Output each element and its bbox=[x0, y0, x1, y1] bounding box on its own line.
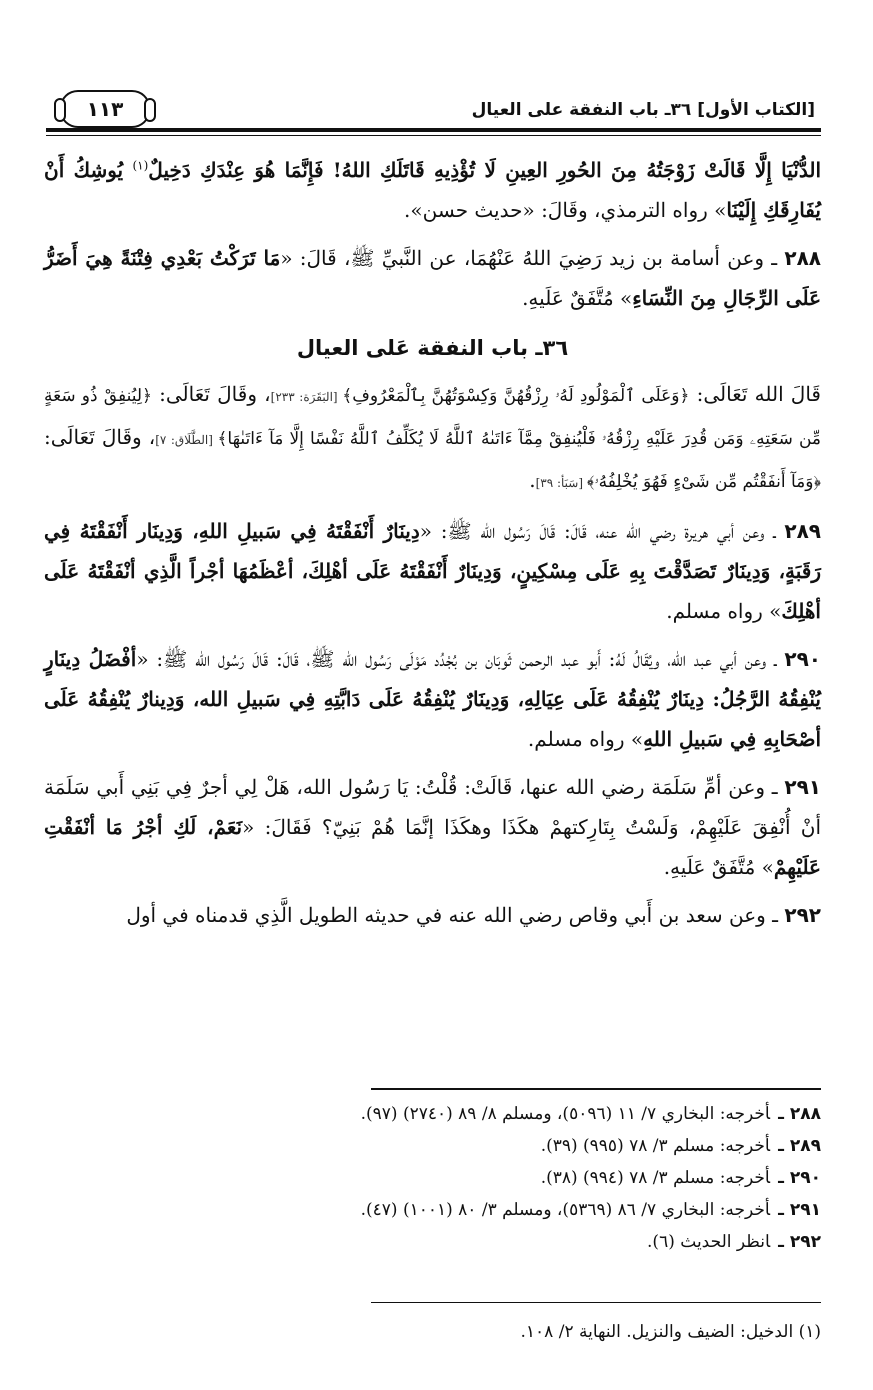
hadith-text: مَا تَرَكْتُ بَعْدِي فِتْنَةً هِيَ أَضَرُّ عَلَى الرِّجَالِ مِنَ النِّسَاءِ bbox=[44, 246, 821, 310]
hadith-text: الدُّنْيَا إِلَّا قَالَتْ زَوْجَتُهُ مِنَ الحُورِ العِينِ لَا تُؤْذِيهِ قَاتَلَكِ اللهُ! فَإِنَّمَا هُوَ عِنْدَكِ دَخِيلٌ bbox=[148, 158, 821, 182]
quran-verse: ﴿وَمَآ أَنفَقْتُم مِّن شَىْءٍ فَهُوَ يُخْلِفُهُۥ﴾ bbox=[586, 472, 821, 492]
footnote-row bbox=[44, 1194, 821, 1226]
verse-intro: ، وقَالَ تَعَالَى: bbox=[151, 382, 271, 406]
footnote-number: ٢٩٢ ـ bbox=[778, 1232, 821, 1252]
hadith-number: ٢٩١ bbox=[784, 775, 821, 799]
hadith-text: دِينَارٌ أَنْفَقْتَهُ فِي سَبيلِ اللهِ، وَدِينَار أَنْفَقْتَهُ فِي رَقَبَةٍ، وَدِينَارٌ تَصَدَّقْتَ بِهِ عَلَى مِسْكِينٍ، وَدِينَارٌ أَنْفَقْتَهُ عَلَى أهْلِكَ، أعْظَمُهَا أجْراً الَّذِي أنْفَقْتَهُ عَلَى أهْلِكَ bbox=[44, 519, 821, 623]
footnote-number: ٢٩١ ـ bbox=[778, 1200, 821, 1220]
running-title: [الكتاب الأول] ٣٦ـ باب النفقة على العيال bbox=[471, 100, 815, 120]
verse-intro: قَالَ الله تَعَالَى: bbox=[689, 382, 821, 406]
hadith-text: يُوشِكُ أَنْ يُفَارِقَكِ إِلَيْنَا bbox=[44, 158, 821, 222]
hadith-number: ٢٨٨ bbox=[784, 246, 821, 270]
verse-reference: [سَبَأ: ٣٩] bbox=[535, 476, 587, 490]
glossary-note: (١) الدخيل: الضيف والنزيل. النهاية ٢/ ١٠٨. bbox=[520, 1322, 821, 1342]
main-text bbox=[44, 150, 821, 943]
punctuation: . bbox=[529, 468, 536, 492]
footnote-text: أخرجه: مسلم ٣/ ٧٨ (٩٩٤) (٣٨). bbox=[540, 1168, 771, 1188]
attribution: » مُتَّفَقٌ عَلَيهِ. bbox=[663, 855, 774, 879]
continuation-paragraph bbox=[44, 150, 821, 230]
narration: ـ وعن أسامة بن زيد رَضِيَ اللهُ عَنْهُمَا، عن النَّبيِّ ﷺ، قَالَ: « bbox=[280, 246, 785, 270]
footnote-row bbox=[44, 1098, 821, 1130]
footnote-number: ٢٨٨ ـ bbox=[778, 1104, 821, 1124]
footnote-row bbox=[44, 1226, 821, 1258]
narration: ـ وعن أمِّ سَلَمَة رضي الله عنها، قَالَتْ: قُلْتُ: يَا رَسُول الله، هَلْ لِي أجرٌ فِي بَنِي أَبي سَلَمَة أنْ أُنْفِقَ عَلَيْهِمْ، وَلَسْتُ بِتَارِكتهمْ هكَذَا وهكَذَا إنَّمَا هُمْ بَنِيّ؟ فَقَالَ: « bbox=[44, 775, 821, 839]
hadith-text: نَعَمْ، لَكِ أجْرُ مَا أنْفَقْتِ عَلَيْهِمْ bbox=[44, 815, 821, 879]
section-title: ٣٦ـ باب النفقة عَلى العيال bbox=[296, 336, 569, 360]
hadith-number: ٢٨٩ bbox=[784, 519, 821, 543]
quran-verse: ﴿لِيُنفِقْ ذُو سَعَةٍ مِّن سَعَتِهِۦ وَمَن قُدِرَ عَلَيْهِ رِزْقُهُۥ فَلْيُنفِقْ مِمَّآ ءَاتَىٰهُ ٱللَّهُ لَا يُكَلِّفُ ٱللَّهُ نَفْسًا إِلَّا مَآ ءَاتَىٰهَا﴾ bbox=[44, 386, 821, 449]
narration: ـ وعن أبي هريرة رضي الله عنه، قَالَ: قَالَ رَسُول الله ﷺ: « bbox=[419, 519, 785, 543]
hadith-292 bbox=[44, 895, 821, 935]
footnote-number: ٢٨٩ ـ bbox=[778, 1136, 821, 1156]
attribution: » رواه مسلم. bbox=[527, 727, 644, 751]
hadith-number: ٢٩٠ bbox=[784, 647, 822, 671]
attribution: » رواه الترمذي، وقَالَ: «حديث حسن». bbox=[404, 198, 727, 222]
attribution: » رواه مسلم. bbox=[666, 599, 782, 623]
footnote-row bbox=[44, 1130, 821, 1162]
hadith-288 bbox=[44, 238, 821, 318]
takhrij-footnotes bbox=[44, 1098, 821, 1258]
verse-reference: [الطَّلَاق: ٧] bbox=[155, 433, 218, 447]
verses-paragraph bbox=[44, 374, 821, 503]
hadith-text: أفْضَلُ دِينَارٍ يُنْفِقُهُ الرَّجُلُ: دِينَارٌ يُنْفِقُهُ عَلَى عِيَالِهِ، وَدِينَارٌ يُنْفِقُهُ عَلَى دَابَّتِهِ فِي سَبيلِ الله، وَدِينارٌ يُنْفِقُهُ عَلَى أصْحَابِهِ فِي سَبيلِ اللهِ bbox=[44, 647, 821, 751]
hadith-289 bbox=[44, 511, 821, 631]
hadith-290 bbox=[44, 639, 821, 759]
footnote-text: أخرجه: مسلم ٣/ ٧٨ (٩٩٥) (٣٩). bbox=[540, 1136, 771, 1156]
footnote-text: أخرجه: البخاري ٧/ ١١ (٥٠٩٦)، ومسلم ٨/ ٨٩ (٢٧٤٠) (٩٧). bbox=[360, 1104, 771, 1124]
attribution: » مُتَّفَقٌ عَلَيهِ. bbox=[522, 286, 633, 310]
footnote-marker: (١) bbox=[132, 158, 149, 173]
quran-verse: ﴿وَعَلَى ٱلْمَوْلُودِ لَهُۥ رِزْقُهُنَّ وَكِسْوَتُهُنَّ بِٱلْمَعْرُوفِ﴾ bbox=[342, 386, 690, 406]
note-divider bbox=[371, 1302, 821, 1303]
footnote-divider bbox=[371, 1088, 821, 1090]
hadith-291 bbox=[44, 767, 821, 887]
hadith-number: ٢٩٢ bbox=[784, 903, 821, 927]
footnote-row bbox=[44, 1162, 821, 1194]
narration: ـ وعن سعد بن أَبي وقاص رضي الله عنه في حديثه الطويل الَّذِي قدمناه في أول bbox=[126, 903, 785, 927]
footnote-number: ٢٩٠ ـ bbox=[778, 1168, 821, 1188]
footnote-text: انظر الحديث (٦). bbox=[647, 1232, 771, 1252]
footnote-text: أخرجه: البخاري ٧/ ٨٦ (٥٣٦٩)، ومسلم ٣/ ٨٠ (١٠٠١) (٤٧). bbox=[360, 1200, 771, 1220]
header-rule-thin bbox=[46, 135, 821, 136]
verse-reference: [البَقَرَة: ٢٣٣] bbox=[270, 390, 343, 404]
verse-intro: ، وقَالَ تَعَالَى: bbox=[44, 425, 156, 449]
narration: ـ وعن أبي عبد الله، ويُقَالُ لَهُ: أَبو عبد الرحمن ثَوبَان بن بُجْدُد مَوْلَى رَسُول الله ﷺ، قَالَ: قَالَ رَسُول الله ﷺ: « bbox=[136, 647, 785, 671]
header-rule-thick bbox=[46, 128, 821, 132]
page-number: ١١٣ bbox=[60, 90, 150, 128]
